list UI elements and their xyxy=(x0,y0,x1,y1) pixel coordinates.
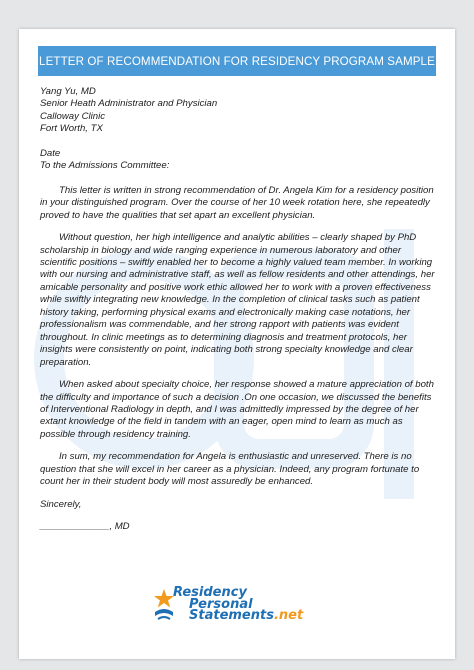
logo-suffix: .net xyxy=(273,608,304,623)
sender-name: Yang Yu, MD xyxy=(40,86,96,97)
paragraph-line: throughout. In clinic meetings as to determining diagnosis and treatment protocols, her xyxy=(40,331,407,343)
paragraph-line: amicable personality and positive work ethic allowed her to work with a proven effectiveness xyxy=(40,281,431,293)
sender-location: Fort Worth, TX xyxy=(40,123,103,135)
paragraph-line: Without question, her high intelligence and analytic abilities – clearly shaped by PhD xyxy=(59,232,417,244)
site-logo xyxy=(149,584,319,634)
paragraph-line: extant knowledge of the field in tandem with an eager, open mind to learn as much as xyxy=(40,416,403,428)
paragraph-line: question that she will excel in her career as a physician. Indeed, any program fortunate to xyxy=(40,463,420,475)
letter-title-banner: LETTER OF RECOMMENDATION FOR RESIDENCY PROGRAM SAMPLE xyxy=(38,46,436,76)
paragraph-line: preparation. xyxy=(40,356,92,368)
paragraph-abilities xyxy=(40,232,438,369)
paragraph-line: history taking, performing physical exams and electronically making case notations, her xyxy=(40,306,411,318)
paragraph-line: When asked about specialty choice, her response showed a mature appreciation of both xyxy=(59,379,434,391)
paragraph-line: proved to have the qualities that set apart an excellent physician. xyxy=(40,209,316,221)
sender-organization: Calloway Clinic xyxy=(40,110,106,122)
letter-page xyxy=(19,29,455,659)
paragraph-line: scholarship in biology and wide ranging experience in numerous laboratory and other xyxy=(40,244,402,256)
logo-line-2: Personal xyxy=(189,596,253,612)
paragraph-line: scientific positions – swiftly enabled her to become a highly valued team member. In working xyxy=(40,256,433,268)
logo-line-1: Residency xyxy=(173,585,247,600)
addressee: To the Admissions Committee: xyxy=(40,160,170,172)
paragraph-line: with our nursing and administrative staff, as well as fellow residents and other attendings, her xyxy=(40,269,435,281)
sender-position: Senior Heath Administrator and Physician xyxy=(40,98,218,110)
paragraph-line: insights were consistently on point, indicating both strong specialty knowledge and clear xyxy=(40,344,413,356)
paragraph-line: in your distinguished program. Over the course of her 10 week rotation here, she repeatedly xyxy=(40,197,430,209)
paragraph-intro xyxy=(40,185,438,222)
date-label: Date xyxy=(40,147,61,159)
logo-wordmark xyxy=(173,587,303,622)
paragraph-line: count her in their student body will most assuredly be enhanced. xyxy=(40,476,314,488)
closing: Sincerely, xyxy=(40,498,82,510)
letter-body xyxy=(40,86,438,534)
paragraph-line: possible through residency training. xyxy=(40,428,191,440)
paragraph-line: while swiftly integrating new knowledge. In the completion of clinical tasks such as patient xyxy=(40,294,420,306)
paragraph-line: the difficulty and importance of such a decision .On one occasion, we discussed the benefits xyxy=(40,391,432,403)
paragraph-line: This letter is written in strong recommendation of Dr. Angela Kim for a residency position xyxy=(59,184,434,196)
paragraph-line: professionalism was commendable, and her strong rapport with patients was evident xyxy=(40,319,399,331)
paragraph-summary xyxy=(40,451,438,488)
signature-line: _____________, MD xyxy=(40,521,130,533)
paragraph-specialty xyxy=(40,379,438,441)
paragraph-line: In sum, my recommendation for Angela is enthusiastic and unreserved. There is no xyxy=(59,451,412,463)
logo-line-3: Statements xyxy=(189,608,274,623)
paragraph-line: of Interventional Radiology in depth, and I was admittedly impressed by the degree of her xyxy=(40,403,419,415)
